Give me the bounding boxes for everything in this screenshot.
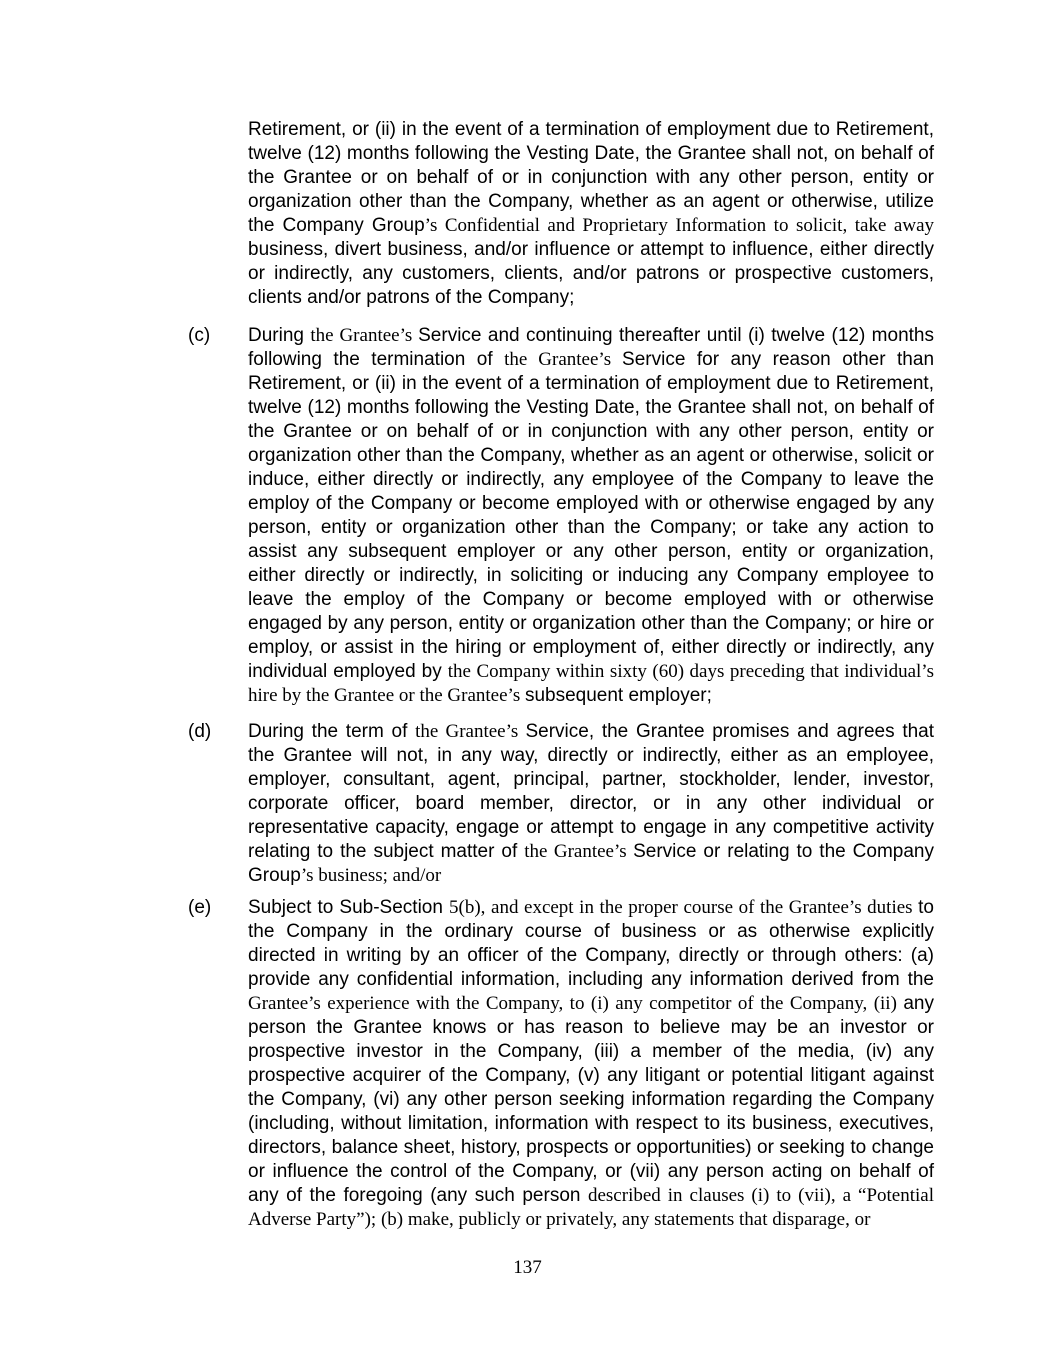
text-run: Service or relating to the Company Group [248, 841, 934, 886]
paragraph-label-c: (c) [188, 325, 211, 346]
text-run: ’s business; and/or [300, 865, 442, 886]
text-run: business, divert business, and/or influence or attempt to influence, either directly or indirectly, any customers, clients, and/or patrons or prospective customers, clients and/or patrons of the Company; [248, 239, 934, 308]
paragraph-label-e: (e) [188, 897, 212, 918]
paragraph-c [188, 324, 935, 708]
text-run: subsequent employer; [524, 685, 712, 706]
text-run: Service and continuing thereafter until (i) twelve (12) months following the termination of [248, 325, 934, 370]
text-run: During [248, 325, 311, 346]
text-run: Service, the Grantee promises and agrees that the Grantee will not, in any way, directly or indirectly, either as an employee, employer, consultant, agent, principal, partner, stockholder, lender, investor, corporate officer, board member, director, or in any other individual or representative capacity, engage or attempt to engage in any competitive activity relating to the subject matter of [248, 721, 935, 862]
text-run: the Grantee’s [415, 721, 526, 742]
text-run: Subject to Sub-Section [248, 897, 450, 918]
text-run: ’s Confidential and Proprietary Information to solicit, take away [424, 215, 934, 236]
paragraph-label-d: (d) [188, 721, 212, 742]
text-run: Service for any reason other than Retirement, or (ii) in the event of a termination of employment due to Retirement, twelve (12) months following the Vesting Date, the Grantee shall not, on behalf of the Grantee or on behalf of or in conjunction with any other person, entity or organization other than the Company, whether as an agent or otherwise, solicit or induce, either directly or indirectly, any employee of the Company to leave the employ of the Company or become employed with or otherwise engaged by any person, entity or organization other than the Company; or take any action to assist any subsequent employer or any other person, entity or organization, either directly or indirectly, in soliciting or inducing any Company employee to leave the employ of the Company or become employed with or otherwise engaged by any person, entity or organization other than the Company; or hire or employ, or assist in the hiring or employment of, either directly or indirectly, any individual employed by [248, 349, 935, 682]
text-run: 5(b), and except in the proper course of the Grantee’s duties [449, 897, 919, 918]
text-run: the Grantee’s [504, 349, 623, 370]
text-run: During the term of [248, 721, 416, 742]
text-run: the Grantee’s [310, 325, 419, 346]
page-number: 137 [513, 1257, 542, 1278]
text-run: any person the Grantee knows or has reason to believe may be an investor or prospective investor in the Company, (iii) a member of the media, (iv) any prospective acquirer of the Company, (v) any litigant or potential litigant against the Company, (vi) any other person seeking information regarding the Company (including, without limitation, information with respect to its business, executives, directors, balance sheet, history, prospects or opportunities) or seeking to change or influence the control of the Company, or (vii) any person acting on behalf of any of the foregoing (any such person [248, 993, 934, 1206]
text-run: the Grantee’s [524, 841, 634, 862]
text-run: to the Company in the ordinary course of business or as otherwise explicitly directed in writing by an officer of the Company, directly or through others: (a) provide any confidential information, including any information derived from the [248, 897, 934, 990]
text-run: described in clauses (i) to (vii), a “Potential Adverse Party”); (b) make, publicly or privately, any statements that disparage, or [248, 1185, 934, 1230]
paragraph-continuation [248, 118, 934, 310]
text-run: Grantee’s experience with the Company, to (i) any competitor of the Company, (ii) [248, 993, 904, 1014]
text-run: Retirement, or (ii) in the event of a termination of employment due to Retirement, twelve (12) months following the Vesting Date, the Grantee shall not, on behalf of the Grantee or on behalf of or in conjunction with any other person, entity or organization other than the Company, whether as an agent or otherwise, utilize the Company Group [248, 119, 934, 236]
paragraph-d [188, 720, 935, 888]
text-run: the Company within sixty (60) days preceding that individual’s hire by the Grantee or the Grantee’s [248, 661, 934, 706]
paragraph-e [188, 896, 934, 1232]
